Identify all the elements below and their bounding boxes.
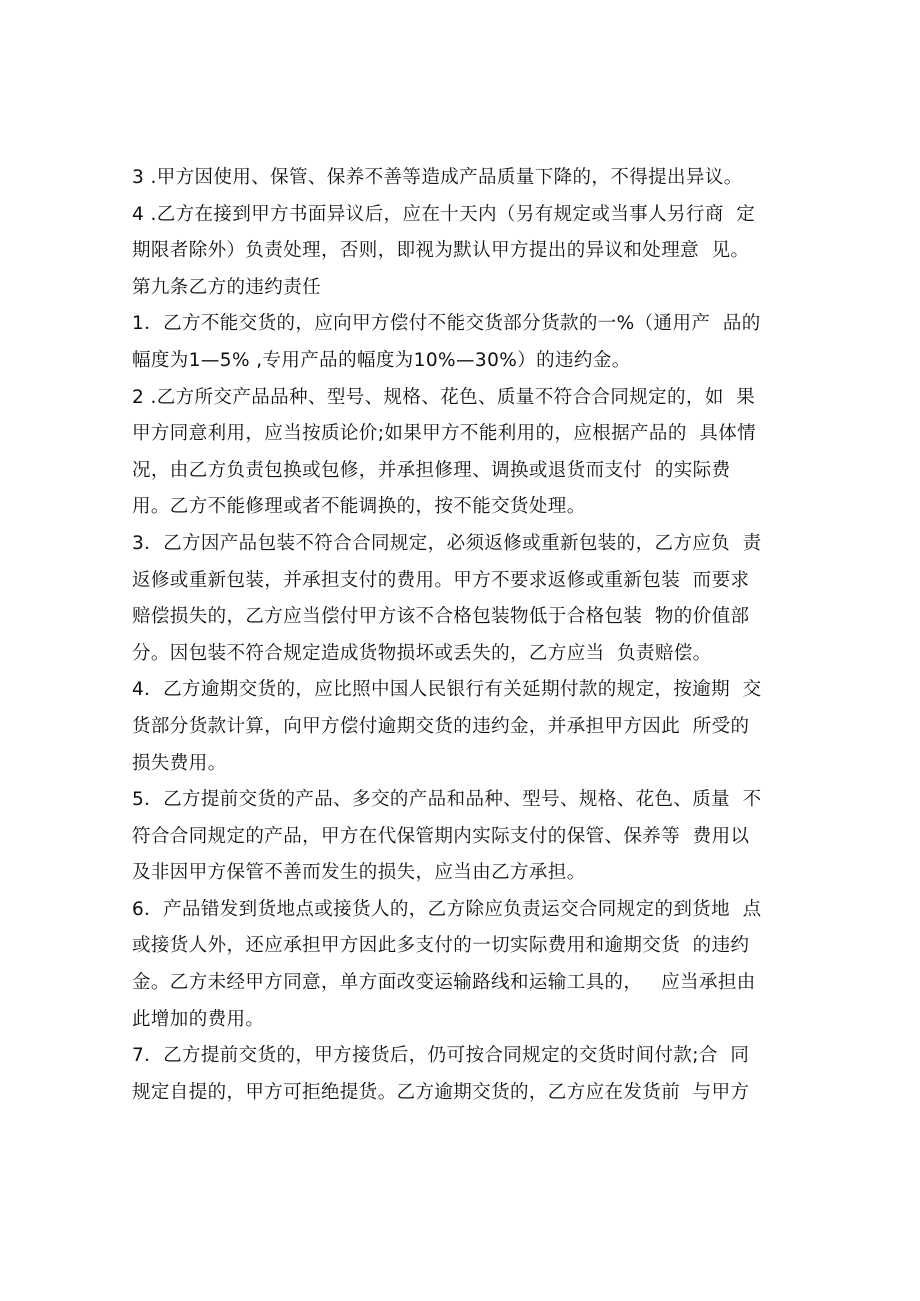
text-line: 7．乙方提前交货的，甲方接货后，仍可按合同规定的交货时间付款;合 同	[132, 1045, 750, 1067]
text-line: 6．产品错发到货地点或接货人的，乙方除应负责运交合同规定的到货地 点	[132, 898, 762, 920]
text-line: 用。乙方不能修理或者不能调换的，按不能交货处理。	[132, 496, 586, 518]
text-line: 3 .甲方因使用、保管、保养不善等造成产品质量下降的，不得提出异议。	[132, 167, 743, 188]
text-line: 甲方同意利用，应当按质论价;如果甲方不能利用的，应根据产品的 具体情	[132, 423, 756, 445]
text-line: 分。因包装不符合规定造成货物损坏或丢失的，乙方应当 负责赔偿。	[132, 642, 712, 664]
contract-text	[132, 160, 812, 1111]
text-line: 幅度为1—5% ,专用产品的幅度为10%—30%）的违约金。	[132, 349, 631, 371]
text-line: 期限者除外）负责处理，否则，即视为默认甲方提出的异议和处理意 见。	[132, 240, 750, 262]
text-line: 况，由乙方负责包换或包修，并承担修理、调换或退货而支付 的实际费	[132, 459, 731, 481]
text-line: 或接货人外，还应承担甲方因此多支付的一切实际费用和逾期交货 的违约	[132, 935, 750, 957]
text-line: 2 .乙方所交产品品种、型号、规格、花色、质量不符合合同规定的，如 果	[132, 386, 756, 408]
text-line: 返修或重新包装，并承担支付的费用。甲方不要求返修或重新包装 而要求	[132, 569, 750, 591]
text-line: 此增加的费用。	[132, 1008, 265, 1030]
text-line: 3．乙方因产品包装不符合合同规定，必须返修或重新包装的，乙方应负 责	[132, 532, 762, 554]
section-heading: 第九条乙方的违约责任	[132, 276, 322, 298]
text-line: 赔偿损失的，乙方应当偿付甲方该不合格包装物低于合格包装 物的价值部	[132, 606, 750, 628]
text-line: 货部分货款计算，向甲方偿付逾期交货的违约金，并承担甲方因此 所受的	[132, 715, 750, 737]
text-line: 损失费用。	[132, 752, 227, 774]
text-line: 金。乙方未经甲方同意，单方面改变运输路线和运输工具的， 应当承担由	[132, 972, 756, 994]
text-line: 4 .乙方在接到甲方书面异议后，应在十天内（另有规定或当事人另行商 定	[132, 203, 756, 225]
text-line: 4．乙方逾期交货的，应比照中国人民银行有关延期付款的规定，按逾期 交	[132, 679, 762, 701]
text-line: 1．乙方不能交货的，应向甲方偿付不能交货部分货款的一%（通用产 品的	[132, 313, 761, 335]
text-line: 5．乙方提前交货的产品、多交的产品和品种、型号、规格、花色、质量 不	[132, 789, 762, 811]
text-line: 规定自提的，甲方可拒绝提货。乙方逾期交货的，乙方应在发货前 与甲方	[132, 1081, 750, 1103]
text-line: 及非因甲方保管不善而发生的损失，应当由乙方承担。	[132, 862, 586, 884]
text-line: 符合合同规定的产品，甲方在代保管期内实际支付的保管、保养等 费用以	[132, 825, 750, 847]
